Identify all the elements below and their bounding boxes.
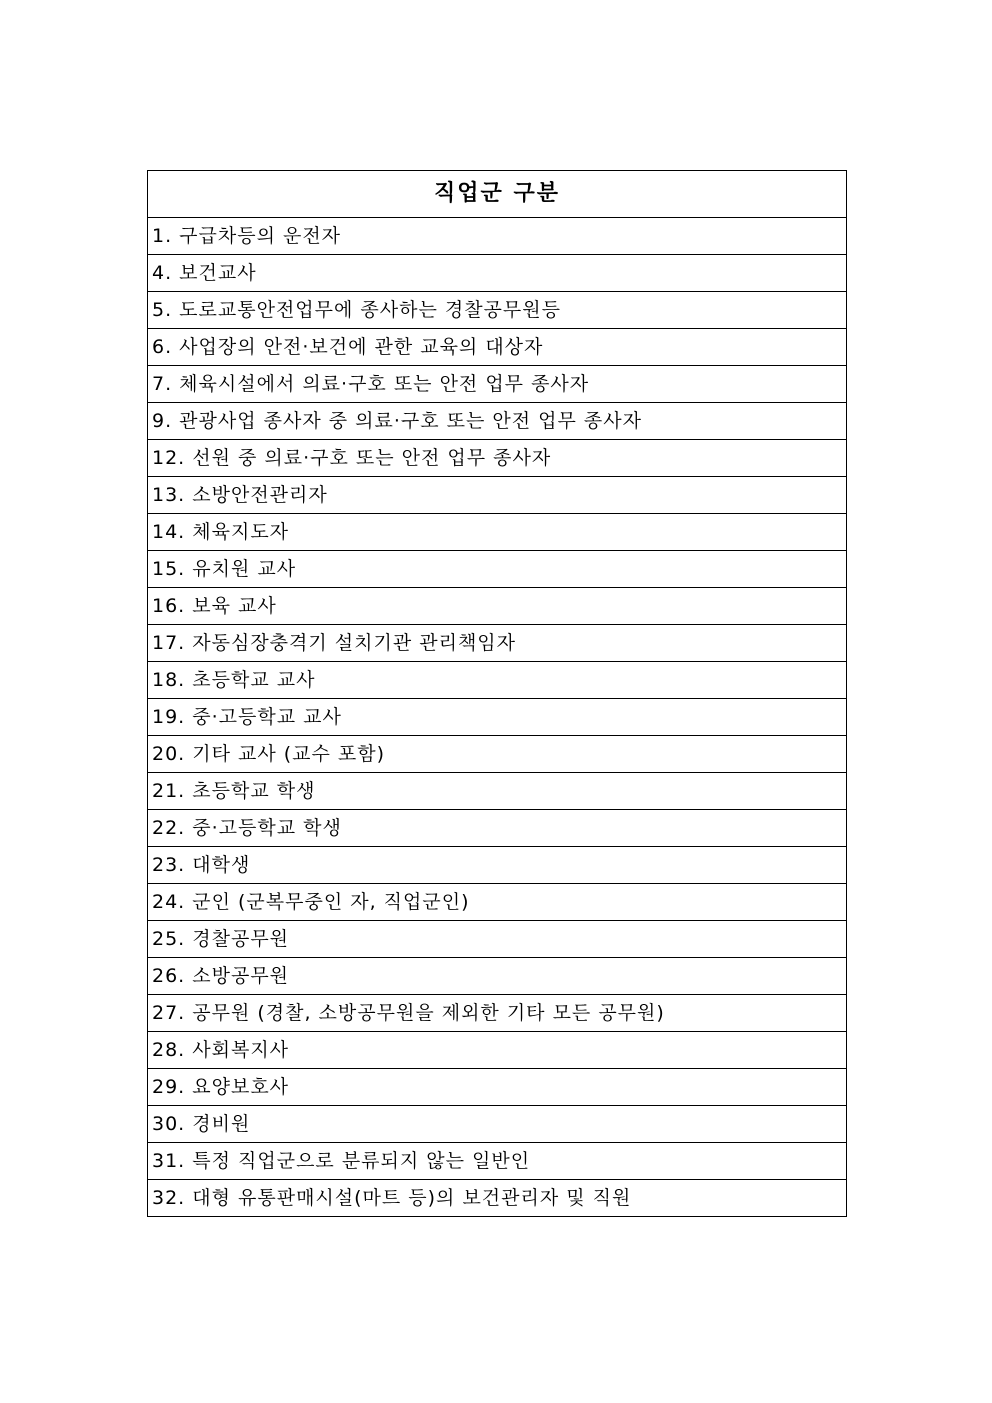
table-cell: 31. 특정 직업군으로 분류되지 않는 일반인 bbox=[148, 1143, 847, 1180]
table-cell: 17. 자동심장충격기 설치기관 관리책임자 bbox=[148, 625, 847, 662]
table-cell: 21. 초등학교 학생 bbox=[148, 773, 847, 810]
table-cell: 9. 관광사업 종사자 중 의료·구호 또는 안전 업무 종사자 bbox=[148, 403, 847, 440]
table-row bbox=[148, 958, 847, 995]
table-cell: 5. 도로교통안전업무에 종사하는 경찰공무원등 bbox=[148, 292, 847, 329]
table-cell: 7. 체육시설에서 의료·구호 또는 안전 업무 종사자 bbox=[148, 366, 847, 403]
table-row bbox=[148, 1106, 847, 1143]
table-cell: 27. 공무원 (경찰, 소방공무원을 제외한 기타 모든 공무원) bbox=[148, 995, 847, 1032]
table-row bbox=[148, 662, 847, 699]
table-row bbox=[148, 995, 847, 1032]
table-row bbox=[148, 921, 847, 958]
table-cell: 30. 경비원 bbox=[148, 1106, 847, 1143]
table-row bbox=[148, 218, 847, 255]
table-cell: 24. 군인 (군복무중인 자, 직업군인) bbox=[148, 884, 847, 921]
table-cell: 20. 기타 교사 (교수 포함) bbox=[148, 736, 847, 773]
table-cell: 14. 체육지도자 bbox=[148, 514, 847, 551]
table-row bbox=[148, 625, 847, 662]
table-cell: 15. 유치원 교사 bbox=[148, 551, 847, 588]
table-cell: 12. 선원 중 의료·구호 또는 안전 업무 종사자 bbox=[148, 440, 847, 477]
table-cell: 19. 중·고등학교 교사 bbox=[148, 699, 847, 736]
table-cell: 23. 대학생 bbox=[148, 847, 847, 884]
table-cell: 26. 소방공무원 bbox=[148, 958, 847, 995]
table-row bbox=[148, 1069, 847, 1106]
table-row bbox=[148, 773, 847, 810]
table-row bbox=[148, 699, 847, 736]
table-row bbox=[148, 810, 847, 847]
table-cell: 18. 초등학교 교사 bbox=[148, 662, 847, 699]
table-row bbox=[148, 1143, 847, 1180]
table-header-row bbox=[148, 171, 847, 218]
table-cell: 4. 보건교사 bbox=[148, 255, 847, 292]
table-header: 직업군 구분 bbox=[148, 171, 847, 218]
table-row bbox=[148, 514, 847, 551]
table-row bbox=[148, 588, 847, 625]
table-row bbox=[148, 366, 847, 403]
table-cell: 25. 경찰공무원 bbox=[148, 921, 847, 958]
table-cell: 13. 소방안전관리자 bbox=[148, 477, 847, 514]
table-row bbox=[148, 292, 847, 329]
table-cell: 28. 사회복지사 bbox=[148, 1032, 847, 1069]
table-row bbox=[148, 477, 847, 514]
table-row bbox=[148, 440, 847, 477]
table-cell: 29. 요양보호사 bbox=[148, 1069, 847, 1106]
table-row bbox=[148, 403, 847, 440]
table-cell: 6. 사업장의 안전·보건에 관한 교육의 대상자 bbox=[148, 329, 847, 366]
table-cell: 1. 구급차등의 운전자 bbox=[148, 218, 847, 255]
table-row bbox=[148, 847, 847, 884]
table-row bbox=[148, 551, 847, 588]
table-row bbox=[148, 255, 847, 292]
table-row bbox=[148, 884, 847, 921]
table-cell: 32. 대형 유통판매시설(마트 등)의 보건관리자 및 직원 bbox=[148, 1180, 847, 1217]
table-row bbox=[148, 1180, 847, 1217]
table-row bbox=[148, 1032, 847, 1069]
table-cell: 22. 중·고등학교 학생 bbox=[148, 810, 847, 847]
table-row bbox=[148, 736, 847, 773]
table-row bbox=[148, 329, 847, 366]
job-category-table bbox=[147, 170, 847, 1217]
table-cell: 16. 보육 교사 bbox=[148, 588, 847, 625]
